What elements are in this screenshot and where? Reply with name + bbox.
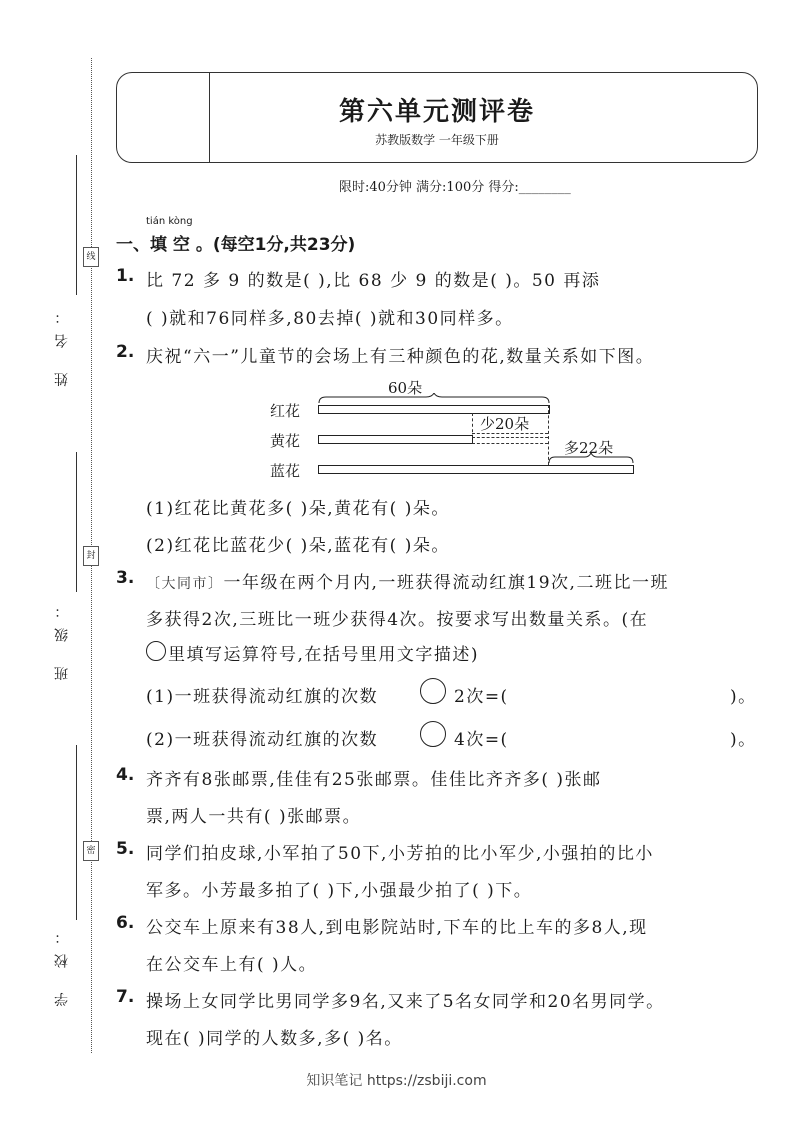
q3-line1-wrap bbox=[146, 568, 669, 593]
yellow-missing-dash bbox=[472, 437, 548, 438]
q7-line1: 操场上女同学比男同学多9名,又来了5名女同学和20名男同学。 bbox=[146, 992, 665, 1012]
q4-number: 4. bbox=[116, 765, 135, 785]
section-title: 一、填 空 。(每空1分,共23分) bbox=[116, 235, 356, 255]
q3-number: 3. bbox=[116, 568, 135, 588]
q3-line2: 多获得2次,三班比一班少获得4次。按要求写出数量关系。(在 bbox=[146, 610, 649, 630]
q5-line1: 同学们拍皮球,小军拍了50下,小芳拍的比小军少,小强拍的比小 bbox=[146, 844, 654, 864]
q3-sub1-text: (1)一班获得流动红旗的次数 bbox=[146, 687, 379, 707]
q3-sub1-mid: 2次=( bbox=[454, 687, 509, 707]
page-subtitle: 苏教版数学 一年级下册 bbox=[375, 133, 499, 147]
q3-sub2-end: )。 bbox=[730, 730, 757, 750]
q6-line2: 在公交车上有( )人。 bbox=[146, 955, 318, 975]
name-label: 姓 名： bbox=[54, 300, 70, 387]
school-label: 学 校： bbox=[54, 920, 70, 1007]
q3-sub2-mid: 4次=( bbox=[454, 730, 509, 750]
q4-line1: 齐齐有8张邮票,佳佳有25张邮票。佳佳比齐齐多( )张邮 bbox=[146, 770, 602, 790]
more-brace bbox=[548, 452, 634, 464]
yellow-flower-bar bbox=[318, 435, 473, 444]
yellow-flower-label: 黄花 bbox=[270, 432, 301, 450]
q3-line3: 里填写运算符号,在括号里用文字描述) bbox=[168, 645, 480, 665]
q6-line1: 公交车上原来有38人,到电影院站时,下车的比上车的多8人,现 bbox=[146, 918, 648, 938]
q3-source-tag: 〔大同市〕 bbox=[146, 576, 224, 592]
q5-line2: 军多。小芳最多拍了( )下,小强最少拍了( )下。 bbox=[146, 881, 533, 901]
exam-meta: 限时:40分钟 满分:100分 得分:________ bbox=[339, 180, 571, 195]
header-box bbox=[116, 72, 758, 163]
name-underline bbox=[76, 155, 77, 295]
q3-circle-instruction bbox=[146, 641, 166, 661]
q4-line2: 票,两人一共有( )张邮票。 bbox=[146, 807, 362, 827]
q7-line2: 现在( )同学的人数多,多( )名。 bbox=[146, 1029, 403, 1049]
diagram-total-label: 60朵 bbox=[388, 379, 423, 397]
section-pinyin: tián kòng bbox=[146, 216, 193, 227]
less-brace bbox=[472, 433, 548, 434]
seal-mark-seal: 封 bbox=[83, 546, 99, 566]
q3-line1: 一年级在两个月内,一班获得流动红旗19次,二班比一班 bbox=[223, 573, 669, 593]
school-underline bbox=[76, 745, 77, 920]
q1-number: 1. bbox=[116, 266, 135, 286]
yellow-missing-dash-2 bbox=[472, 443, 548, 444]
q2-line1: 庆祝“六一”儿童节的会场上有三种颜色的花,数量关系如下图。 bbox=[146, 347, 655, 367]
q2-sub2: (2)红花比蓝花少( )朵,蓝花有( )朵。 bbox=[146, 536, 450, 556]
q1-line1: 比 72 多 9 的数是( ),比 68 少 9 的数是( )。50 再添 bbox=[146, 271, 601, 291]
diagram-less-label: 少20朵 bbox=[480, 415, 530, 433]
q1-line2: ( )就和76同样多,80去掉( )就和30同样多。 bbox=[146, 309, 514, 329]
diagram-more-label: 多22朵 bbox=[564, 439, 614, 457]
q5-number: 5. bbox=[116, 839, 135, 859]
q3-sub2-operator-circle[interactable] bbox=[420, 721, 446, 747]
total-brace bbox=[318, 393, 550, 405]
seal-mark-close: 密 bbox=[83, 841, 99, 861]
q2-sub1: (1)红花比黄花多( )朵,黄花有( )朵。 bbox=[146, 499, 450, 519]
q7-number: 7. bbox=[116, 987, 135, 1007]
blue-flower-label: 蓝花 bbox=[270, 462, 301, 480]
red-end-divider bbox=[548, 405, 549, 465]
seal-mark-line: 线 bbox=[83, 247, 99, 267]
class-underline bbox=[76, 452, 77, 592]
q6-number: 6. bbox=[116, 913, 135, 933]
q2-number: 2. bbox=[116, 342, 135, 362]
page-title: 第六单元测评卷 bbox=[338, 97, 535, 127]
footer-watermark: 知识笔记 https://zsbiji.com bbox=[306, 1073, 487, 1089]
q3-sub1-operator-circle[interactable] bbox=[420, 678, 446, 704]
q3-sub1-end: )。 bbox=[730, 687, 757, 707]
blue-flower-bar bbox=[318, 465, 634, 474]
q3-sub2-text: (2)一班获得流动红旗的次数 bbox=[146, 730, 379, 750]
red-flower-label: 红花 bbox=[270, 402, 301, 420]
class-label: 班 级： bbox=[54, 594, 70, 681]
